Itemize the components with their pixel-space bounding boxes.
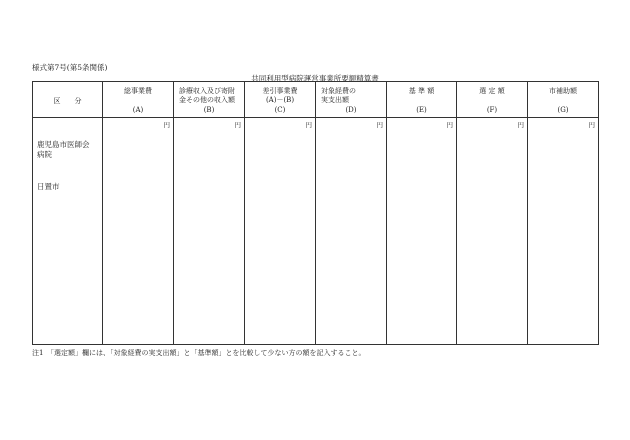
header-label: 基 準 額 bbox=[408, 87, 435, 95]
amount-cell-selected-amount[interactable] bbox=[457, 118, 528, 345]
header-label: 診療収入及び寄附 bbox=[179, 87, 235, 95]
header-label-2: 実支出額 bbox=[321, 96, 349, 104]
kubun-label: 区 分 bbox=[53, 97, 82, 105]
entity-hospital bbox=[37, 140, 90, 160]
amount-cell-total-cost[interactable] bbox=[103, 118, 174, 345]
header-label: 選 定 額 bbox=[479, 87, 505, 95]
header-label: 差引事業費 bbox=[262, 87, 298, 95]
footnote: 注1 「選定額」欄には、「対象経費の実支出額」と「基準額」とを比較して少ない方の額を記入すること。 bbox=[32, 349, 366, 357]
header-symbol: (E) bbox=[416, 106, 427, 114]
amount-cell-income[interactable] bbox=[174, 118, 245, 345]
amount-cell-net-cost[interactable] bbox=[245, 118, 316, 345]
table-header-row bbox=[33, 82, 599, 118]
header-symbol: (G) bbox=[557, 106, 569, 114]
header-symbol: (F) bbox=[486, 106, 498, 114]
header-cell-income bbox=[174, 82, 245, 118]
header-label: 総事業費 bbox=[124, 87, 152, 95]
settlement-table bbox=[32, 81, 599, 345]
header-cell-actual-expense bbox=[316, 82, 387, 118]
header-label-2: 金その他の収入額 bbox=[179, 96, 235, 104]
header-label: 対象経費の bbox=[321, 87, 356, 95]
yen-unit: 円 bbox=[446, 121, 453, 129]
amount-cell-subsidy[interactable] bbox=[528, 118, 599, 345]
header-cell-kubun bbox=[33, 82, 103, 118]
header-cell-net-cost bbox=[245, 82, 316, 118]
header-label-2: (A)－(B) bbox=[265, 96, 295, 104]
entity-hospital-line1: 鹿児島市医師会 bbox=[37, 140, 90, 149]
amount-cell-standard-amount[interactable] bbox=[387, 118, 457, 345]
document-title: 共同利用型病院運営事業所要額精算書 bbox=[251, 74, 379, 83]
yen-unit: 円 bbox=[376, 121, 383, 129]
yen-unit: 円 bbox=[517, 121, 524, 129]
entity-cell bbox=[33, 118, 103, 345]
header-symbol: (A) bbox=[132, 106, 144, 114]
header-cell-standard-amount bbox=[387, 82, 457, 118]
table-body-row bbox=[33, 118, 599, 345]
header-symbol: (D) bbox=[345, 106, 357, 114]
header-symbol: (B) bbox=[203, 106, 215, 114]
yen-unit: 円 bbox=[588, 121, 595, 129]
header-symbol: (C) bbox=[274, 106, 286, 114]
header-cell-selected-amount bbox=[457, 82, 528, 118]
entity-hospital-line2: 病院 bbox=[37, 150, 52, 159]
header-label: 市補助額 bbox=[549, 87, 577, 95]
amount-cell-actual-expense[interactable] bbox=[316, 118, 387, 345]
header-cell-subsidy bbox=[528, 82, 599, 118]
yen-unit: 円 bbox=[163, 121, 170, 129]
entity-hioki: 日置市 bbox=[37, 182, 60, 191]
yen-unit: 円 bbox=[305, 121, 312, 129]
yen-unit: 円 bbox=[234, 121, 241, 129]
header-cell-total-cost bbox=[103, 82, 174, 118]
form-number: 様式第7号(第5条関係) bbox=[32, 63, 108, 72]
